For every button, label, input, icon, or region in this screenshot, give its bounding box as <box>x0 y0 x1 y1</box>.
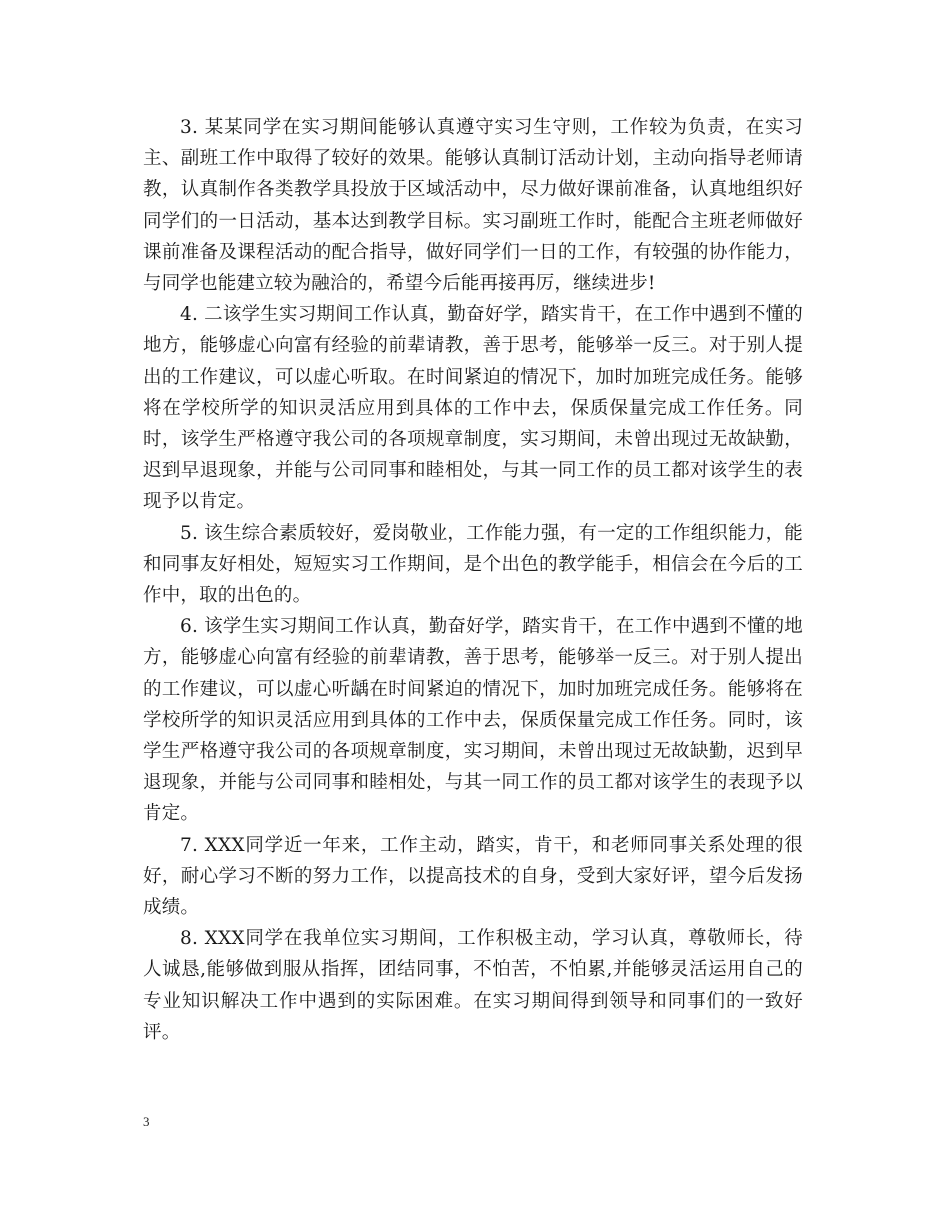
document-body <box>143 112 803 1048</box>
paragraph-4: 4. 二该学生实习期间工作认真，勤奋好学，踏实肯干，在工作中遇到不懂的地方，能够虚心向富有经验的前辈请教，善于思考，能够举一反三。对于别人提出的工作建议，可以虚心听取。在时间紧迫的情况下，加时加班完成任务。能够将在学校所学的知识灵活应用到具体的工作中去，保质保量完成工作任务。同时，该学生严格遵守我公司的各项规章制度，实习期间，未曾出现过无故缺勤，迟到早退现象，并能与公司同事和睦相处，与其一同工作的员工都对该学生的表现予以肯定。 <box>143 304 803 513</box>
paragraph-8: 8. XXX同学在我单位实习期间，工作积极主动，学习认真，尊敬师长，待人诚恳,能够做到服从指挥，团结同事，不怕苦，不怕累,并能够灵活运用自己的专业知识解决工作中遇到的实际困难。在实习期间得到领导和同事们的一致好评。 <box>143 928 803 1043</box>
paragraph-7: 7. XXX同学近一年来，工作主动，踏实，肯干，和老师同事关系处理的很好，耐心学习不断的努力工作，以提高技术的自身，受到大家好评，望今后发扬成绩。 <box>143 834 803 919</box>
paragraph-6: 6. 该学生实习期间工作认真，勤奋好学，踏实肯干，在工作中遇到不懂的地方，能够虚心向富有经验的前辈请教，善于思考，能够举一反三。对于别人提出的工作建议，可以虚心听龋在时间紧迫的情况下，加时加班完成任务。能够将在学校所学的知识灵活应用到具体的工作中去，保质保量完成工作任务。同时，该学生严格遵守我公司的各项规章制度，实习期间，未曾出现过无故缺勤，迟到早退现象，并能与公司同事和睦相处，与其一同工作的员工都对该学生的表现予以肯定。 <box>143 616 803 825</box>
page-number: 3 <box>143 1114 150 1129</box>
paragraph-3: 3. 某某同学在实习期间能够认真遵守实习生守则，工作较为负责，在实习主、副班工作中取得了较好的效果。能够认真制订活动计划，主动向指导老师请教，认真制作各类教学具投放于区域活动中，尽力做好课前准备，认真地组织好同学们的一日活动，基本达到教学目标。实习副班工作时，能配合主班老师做好课前准备及课程活动的配合指导，做好同学们一日的工作，有较强的协作能力，与同学也能建立较为融洽的，希望今后能再接再厉，继续进步! <box>143 117 803 295</box>
paragraph-5: 5. 该生综合素质较好，爱岗敬业，工作能力强，有一定的工作组织能力，能和同事友好相处，短短实习工作期间，是个出色的教学能手，相信会在今后的工作中，取的出色的。 <box>143 522 803 607</box>
